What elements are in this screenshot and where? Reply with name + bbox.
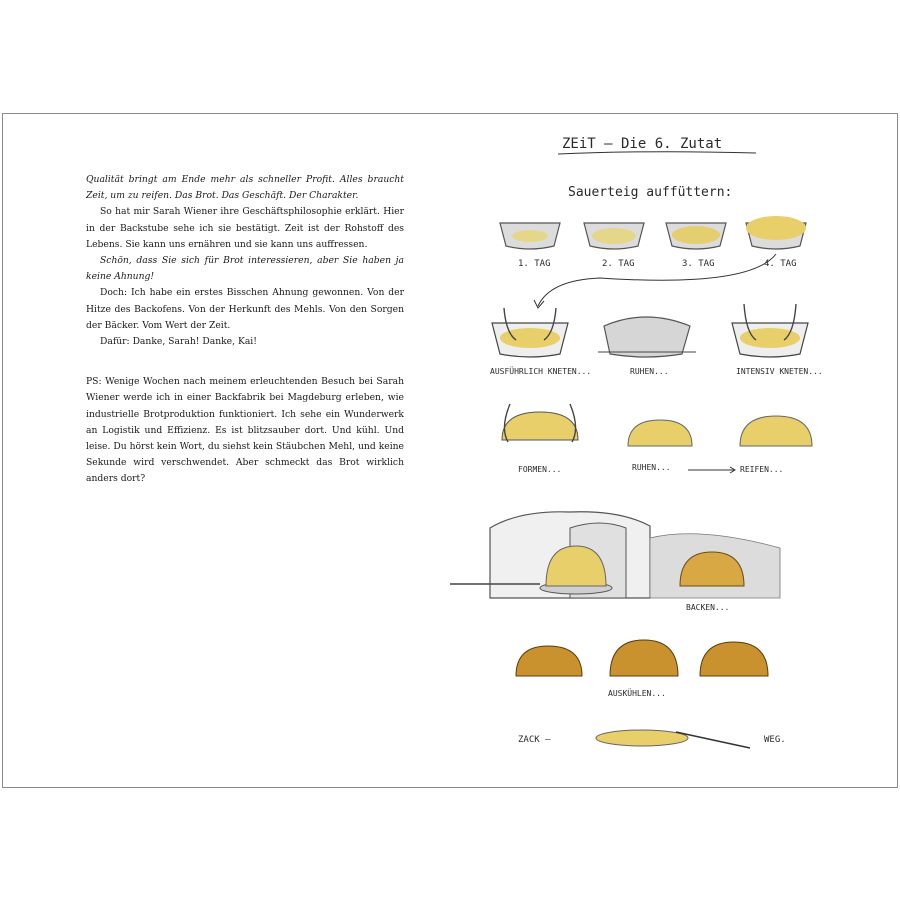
cooling-loaf-2-icon	[610, 640, 678, 676]
rising-dough-ball-icon	[740, 416, 812, 446]
cooling-loaf-1-icon	[516, 646, 582, 676]
resting-label-1: RUHEN...	[630, 367, 669, 376]
cooling-label: AUSKÜHLEN...	[608, 689, 666, 698]
paragraph-quote-1: Qualität bringt am Ende mehr als schneller Profit. Alles braucht Zeit, um zu reifen. Das Brot. Das Geschäft. Der Charakter.	[86, 174, 404, 202]
day2-label: 2. TAG	[602, 259, 635, 269]
starter-bowl-day2-icon	[584, 223, 644, 249]
postscript: PS: Wenige Wochen nach meinem erleuchtenden Besuch bei Sarah Wiener werde ich in einer Backfabrik bei Magdeburg erleben, wie industrielle Brotproduktion funktioniert. Ich sehe ein Wunderwerk an Logistik und Effizienz. Es ist blitzsauber dort. Und kühl. Und leise. Du hörst kein Wort, du siehst kein Stäubchen Mehl, und keine Sekunde wird verschwendet. Aber schmeckt das Brot wirklich anders dort?	[86, 376, 404, 485]
cooling-loaf-3-icon	[700, 642, 768, 676]
cooling-row	[516, 640, 768, 698]
day1-label: 1. TAG	[518, 259, 551, 269]
starter-bowl-day3-icon	[666, 223, 726, 249]
intensive-kneading-bowl-icon	[732, 304, 808, 357]
kneading-row	[490, 304, 823, 376]
end-row	[518, 730, 786, 748]
curved-arrow-icon	[538, 254, 776, 306]
weg-label: WEG.	[764, 735, 786, 745]
illustration-subtitle: Sauerteig auffüttern:	[568, 185, 733, 200]
day4-label: 4. TAG	[764, 259, 797, 269]
shaping-label: FORMEN...	[518, 465, 562, 474]
paragraph-5: Dafür: Danke, Sarah! Danke, Kai!	[100, 336, 257, 348]
baking-row	[450, 512, 780, 612]
rising-label: REIFEN...	[740, 465, 784, 474]
resting-covered-bowl-icon	[598, 317, 696, 357]
kneading-label: AUSFÜHRLICH KNETEN...	[490, 367, 592, 376]
baking-label: BACKEN...	[686, 603, 730, 612]
shaping-hands-icon	[502, 404, 578, 442]
paragraph-4: Doch: Ich habe ein erstes Bisschen Ahnung gewonnen. Von der Hitze des Backofens. Von der Herkunft des Mehls. Von den Sorgen der Bäcker. Vom Wert der Zeit.	[86, 287, 404, 331]
zack-label: ZACK –	[518, 735, 551, 745]
shaping-row	[502, 404, 812, 474]
paragraph-quote-2: Schön, dass Sie sich für Brot interessieren, aber Sie haben ja keine Ahnung!	[86, 255, 404, 283]
intensive-kneading-label: INTENSIV KNETEN...	[736, 367, 823, 376]
bread-illustration	[450, 128, 840, 768]
paragraph-2: So hat mir Sarah Wiener ihre Geschäftsphilosophie erklärt. Hier in der Backstube sehe ich sie bestätigt. Zeit ist der Rohstoff des Lebens. Sie kann uns ernähren und sie kann uns auffressen.	[86, 206, 404, 250]
starter-bowl-day1-icon	[500, 223, 560, 249]
illustration-title: ZEiT – Die 6. Zutat	[562, 136, 723, 152]
resting-label-2: RUHEN...	[632, 463, 671, 472]
kneading-bowl-icon	[492, 308, 568, 357]
left-page-text	[86, 172, 404, 488]
starter-bowl-day4-icon	[746, 216, 806, 249]
starter-bowls-row	[500, 216, 806, 308]
resting-dough-ball-icon	[628, 420, 692, 446]
bread-slice-icon	[596, 730, 688, 746]
day3-label: 3. TAG	[682, 259, 715, 269]
